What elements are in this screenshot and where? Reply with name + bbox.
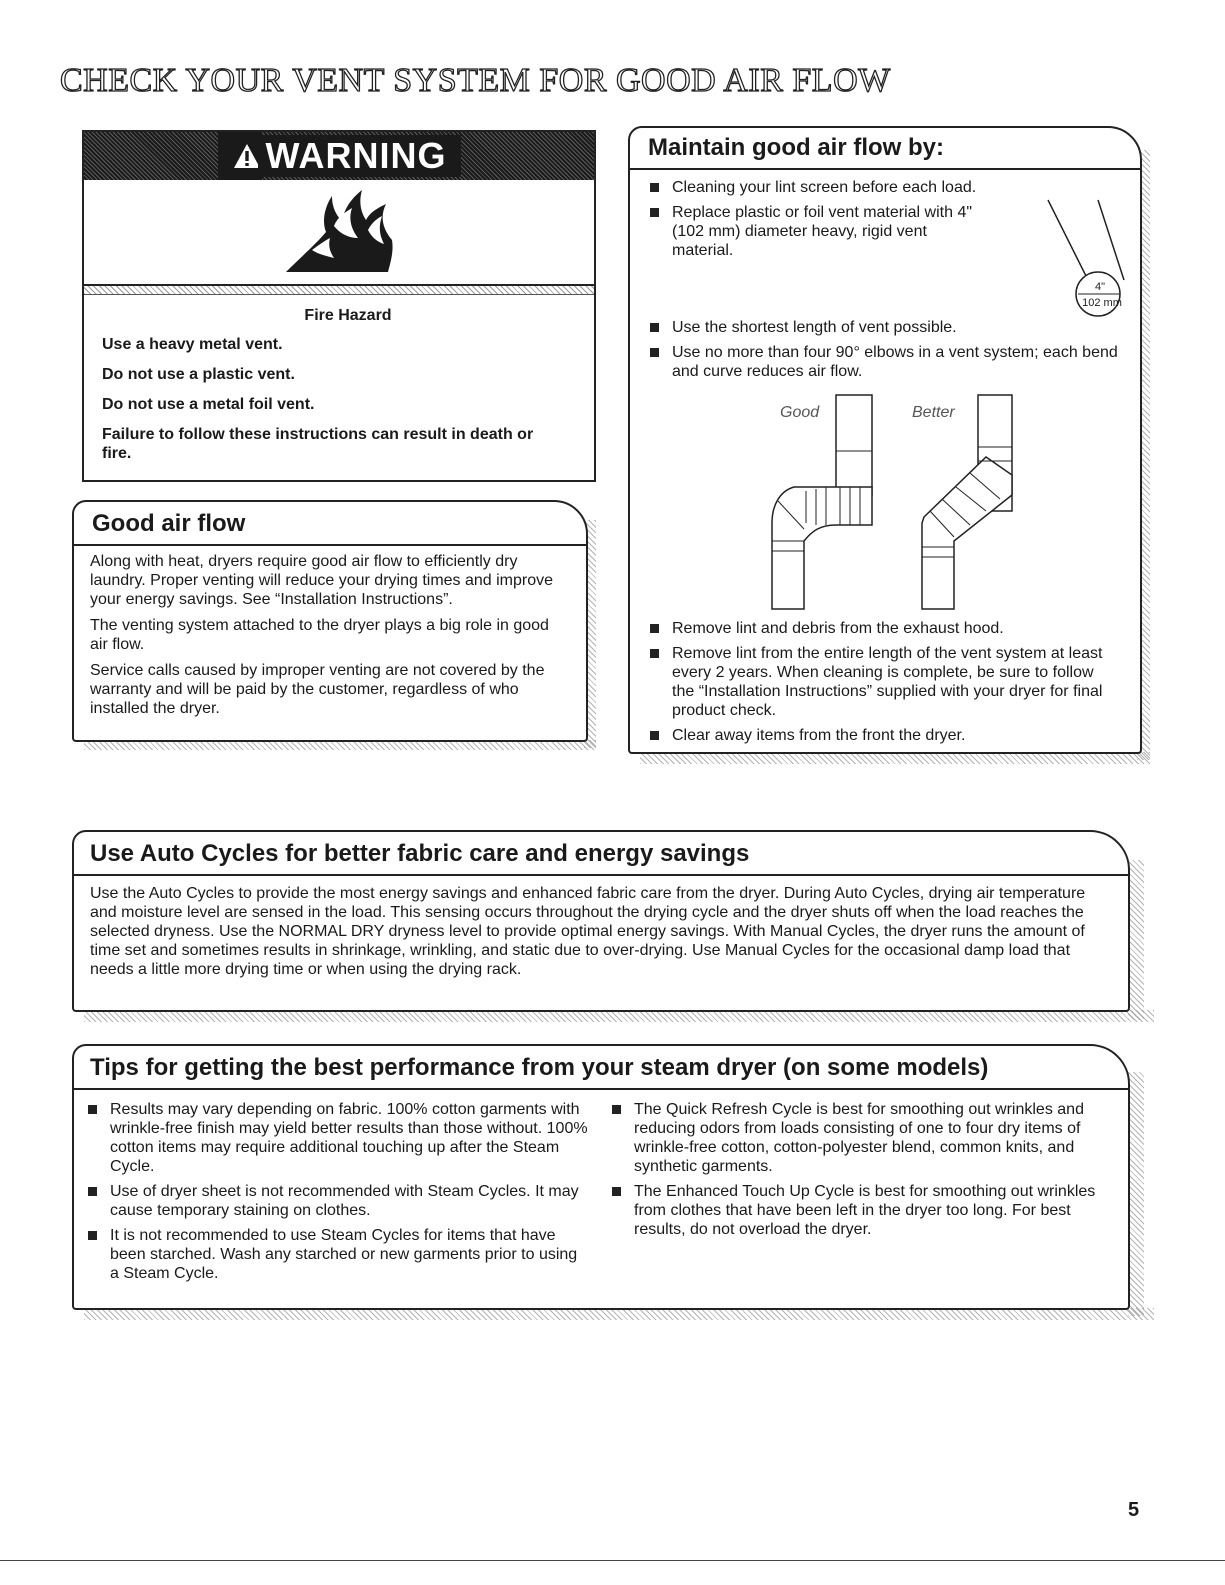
auto-cycles-text: Use the Auto Cycles to provide the most energy savings and enhanced fabric care from the dryer. During Auto Cycles, drying air temperature and moisture level are sensed in the load. This sensing occurs throughout the drying cycle and the dryer shuts off when the load reaches the selected dryness. Use the NORMAL DRY dryness level to provide optimal energy savings. With Manual Cycles, the dryer runs the amount of time set and sometimes results in shrinkage, wrinkling, and static due to over-drying. Use Manual Cycles for the occasional damp load that needs a little more drying time or when using the drying rack.	[90, 885, 1086, 978]
good-air-flow-box	[72, 500, 588, 742]
list-item: Clear away items from the front the dryer.	[646, 726, 1120, 745]
list-item: Use no more than four 90° elbows in a vent system; each bend and curve reduces air flow.	[646, 343, 1130, 381]
list-item: Results may vary depending on fabric. 100% cotton garments with wrinkle-free finish may yield better results than those without. 100% cotton items may require additional touching up after the Steam Cycle.	[84, 1100, 589, 1176]
good-label: Good	[780, 404, 820, 421]
warning-text	[84, 295, 594, 463]
hazard-title: Fire Hazard	[304, 307, 392, 324]
warning-triangle-icon	[218, 132, 262, 180]
list-item: Replace plastic or foil vent material with 4" (102 mm) diameter heavy, rigid vent material.	[646, 203, 986, 260]
page-bottom-rule	[0, 1560, 1225, 1561]
maintain-list-mid	[646, 318, 1130, 381]
paragraph: Along with heat, dryers require good air flow to efficiently dry laundry. Proper venting will reduce your drying times and improve your energy savings. See “Installation Instructions”.	[90, 553, 554, 608]
diameter-label-in: 4"	[1094, 281, 1106, 293]
warning-line: Failure to follow these instructions can result in death or fire.	[102, 426, 534, 462]
diameter-label-mm: 102 mm	[1082, 297, 1122, 309]
warning-line: Use a heavy metal vent.	[102, 336, 283, 353]
section-heading: Good air flow	[74, 502, 586, 546]
warning-separator	[84, 286, 594, 295]
list-item: Remove lint from the entire length of the vent system at least every 2 years. When cleaning is complete, be sure to follow the “Installation Instructions” supplied with your dryer for final product check.	[646, 644, 1120, 720]
auto-cycles-box	[72, 830, 1130, 1012]
steam-tips-box	[72, 1044, 1130, 1310]
section-heading: Maintain good air flow by:	[630, 128, 1140, 170]
maintain-list-bottom	[646, 619, 1130, 745]
box-shadow	[1128, 860, 1144, 1020]
list-item: Remove lint and debris from the exhaust hood.	[646, 619, 1120, 638]
maintain-list-top	[646, 178, 986, 260]
paragraph: Service calls caused by improper venting are not covered by the warranty and will be paid by the customer, regardless of who installed the dryer.	[90, 662, 545, 717]
better-label: Better	[912, 404, 955, 421]
section-body	[630, 170, 1140, 745]
tips-columns	[74, 1090, 1128, 1289]
list-item: The Enhanced Touch Up Cycle is best for smoothing out wrinkles from clothes that have been left in the dryer too long. For best results, do not overload the dryer.	[608, 1182, 1114, 1239]
page-number: 5	[1128, 1499, 1140, 1521]
section-body	[74, 546, 586, 718]
warning-label: WARNING	[258, 135, 461, 177]
vent-diameter-diagram	[1040, 198, 1140, 318]
warning-line: Do not use a plastic vent.	[102, 366, 295, 383]
box-shadow	[1128, 1072, 1144, 1316]
warning-line: Do not use a metal foil vent.	[102, 396, 315, 413]
warning-banner	[84, 132, 594, 180]
list-item: Use of dryer sheet is not recommended with Steam Cycles. It may cause temporary staining on clothes.	[84, 1182, 589, 1220]
page-title: CHECK YOUR VENT SYSTEM FOR GOOD AIR FLOW	[60, 62, 891, 99]
section-heading: Tips for getting the best performance from your steam dryer (on some models)	[74, 1046, 1128, 1090]
tips-list-left	[84, 1100, 589, 1289]
list-item: Cleaning your lint screen before each load.	[646, 178, 986, 197]
paragraph: The venting system attached to the dryer plays a big role in good air flow.	[90, 617, 549, 653]
tips-list-right	[608, 1100, 1114, 1289]
list-item: The Quick Refresh Cycle is best for smoothing out wrinkles and reducing odors from loads consisting of one to four dry items of wrinkle-free cotton, cotton-polyester blend, common knits, and synthetic garments.	[608, 1100, 1114, 1176]
section-heading: Use Auto Cycles for better fabric care and energy savings	[74, 832, 1128, 876]
list-item: It is not recommended to use Steam Cycles for items that have been starched. Wash any starched or new garments prior to using a Steam Cycle.	[84, 1226, 589, 1283]
list-item: Use the shortest length of vent possible.	[646, 318, 1130, 337]
warning-pictogram	[84, 180, 594, 286]
vent-elbow-diagram	[716, 391, 1046, 611]
fire-icon	[282, 186, 398, 276]
maintain-air-flow-box	[628, 126, 1142, 754]
warning-box	[82, 130, 596, 482]
